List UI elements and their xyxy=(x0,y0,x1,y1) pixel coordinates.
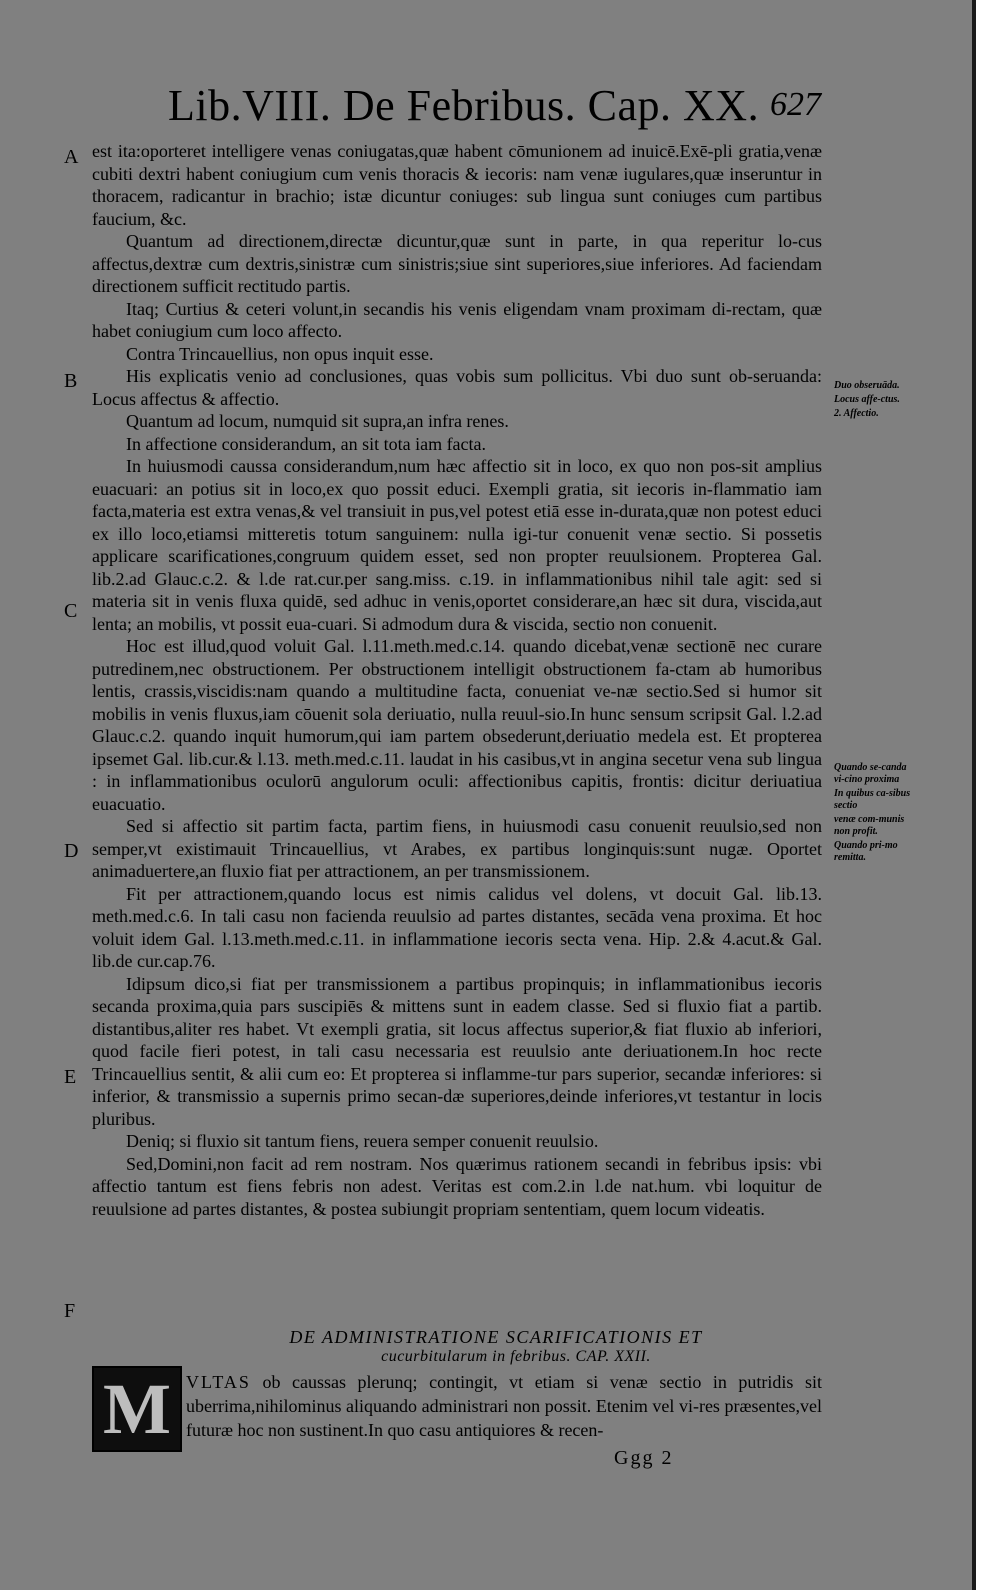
page-number: 627 xyxy=(770,86,821,123)
paragraph: Quantum ad directionem,directæ dicuntur,quæ sunt in parte, in qua reperitur lo-cus affectus,dextræ cum dextris,sinistræ cum sinistris;siue sint superiores,siue inferiores. Ad faciendam directionem sufficit rectitudo partis. xyxy=(92,231,822,296)
chapter-lead-word: VLTAS xyxy=(186,1372,251,1392)
section-letter-a: A xyxy=(64,146,79,168)
chapter-body xyxy=(186,1370,822,1442)
initial-letter: M xyxy=(103,1368,171,1449)
paragraph: est ita:oporteret intelligere venas coniugatas,quæ habent cōmunionem ad inuicē.Exē-pli gratia,venæ cubiti dextri habent coniugium cum venis thoracis & iecoris: nam venæ iugulares,quæ inseruntur in thoracem, radicantur in brachio; istæ dicuntur coniuges: sub lingua sunt coniuges cum partibus faucium, &c. xyxy=(92,141,822,229)
chapter-heading-line: cucurbitularum in febribus. CAP. XXII. xyxy=(381,1348,651,1365)
margin-note: Duo obseruāda. xyxy=(834,380,900,391)
margin-note: Quando se-canda vi-cino proxima xyxy=(834,762,907,785)
paragraph: Sed,Domini,non facit ad rem nostram. Nos quærimus rationem secandi in febribus ipsis: vbi affectio tantum est fiens febris non adest. Veritas est com.2.in l.de nat.hum. vbi loquitur de reuulsione ad partes distantes, & postea subiungit propriam sententiam, quem locum videatis. xyxy=(92,1153,822,1219)
body-text xyxy=(92,140,822,1220)
decorated-initial xyxy=(92,1366,182,1452)
section-letter-f: F xyxy=(64,1300,76,1322)
margin-note: In quibus ca-sibus sectio xyxy=(834,788,911,811)
paragraph: Sed si affectio sit partim facta, partim fiens, in huiusmodi casu conuenit reuulsio,sed non semper,vt existimauit Trincauellius, vt Arabes, ex partibus longinquis:sunt nugæ. Oportet animaduertere,an fluxio fiat per attractionem, an per transmissionem. xyxy=(92,816,822,881)
page-edge xyxy=(976,0,1000,1590)
chapter-heading-line: DE ADMINISTRATIONE SCARIFICATIONIS ET xyxy=(289,1327,703,1347)
paragraph: Deniq; si fluxio sit tantum fiens, reuera semper conuenit reuulsio. xyxy=(126,1131,599,1151)
margin-notes-lower xyxy=(834,762,916,866)
margin-note: Locus affe-ctus. xyxy=(834,394,900,405)
paragraph: Fit per attractionem,quando locus est nimis calidus vel dolens, vt docuit Gal. lib.13. meth.med.c.6. In tali casu non facienda reuulsio ad partes distantes, secāda vena proxima. Et hoc voluit idem Gal. l.13.meth.med.c.11. in inflammatione iecoris secta vena. Hip. 2.& 4.acut.& Gal. lib.de cur.cap.76. xyxy=(92,883,822,971)
section-letter-e: E xyxy=(64,1066,77,1088)
paragraph: In affectione considerandum, an sit tota iam facta. xyxy=(126,433,487,454)
margin-note: Quando pri-mo remitta. xyxy=(834,840,898,863)
section-letter-b: B xyxy=(64,370,78,392)
paragraph: In huiusmodi caussa considerandum,num hæc affectio sit in loco, ex quo non pos-sit amplius euacuari: an potius sit in loco,ex quo possit educi. Exempli gratia, sit iecoris in-flammatio iam facta,materia est extra venas,& vel transiuit in pus,vel potest etiā esse in-durata,quæ non potest educi ex illo loco,etiamsi mitteretis totum sanguinem: nulla igi-tur conuenit venæ sectio. Si possetis applicare scarificationes,congruum quidem esset, sed non propter reuulsionem. Propterea Gal. lib.2.ad Glauc.c.2. & l.de rat.cur.per sang.miss. c.19. in inflammationibus nihil tale agit: sed si materia sit in venis fluxa quidē, sed adhuc in venis,oportet considerare,an hæc sit dura, viscida,aut lenta; an mobilis, vt possit eua-cuari. Si admodum dura & viscida, sectio non conuenit. xyxy=(92,456,822,634)
section-letter-d: D xyxy=(64,840,79,862)
paragraph: Hoc est illud,quod voluit Gal. l.11.meth.med.c.14. quando dicebat,venæ sectionē nec curare putredinem,nec obstructionem. Per obstructionem intelligit obstructionem fa-ctam ab humoribus lentis, crassis,viscidis:nam quando a multitudine facta, conueniat ve-næ sectio.Sed si humor sit mobilis in venis fluxus,iam cōuenit sola deriuatio, nulla reuul-sio.In hunc sensum scripsit Gal. l.2.ad Glauc.c.2. quando inquit humorum,qui iam partem obsederunt,deriuatio medela est. Et propterea ipsemet Gal. lib.cur.& l.13. meth.med.c.11. laudat in his casibus,vt in angina secetur vena sub lingua : in inflammationibus oculorū angulorum oculi: affectionibus capitis, frontis: dicitur deriuatiua euacuatio. xyxy=(92,636,822,814)
paragraph: Contra Trincauellius, non opus inquit esse. xyxy=(126,343,434,364)
chapter-text: ob caussas plerunq; contingit, vt etiam si venæ sectio in putridis sit uberrima,nihilominus aliquando administrari non possit. Etenim vel vi-res præsentes,vel futuræ hoc non sustinent.In quo casu antiquiores & recen- xyxy=(186,1372,822,1440)
paragraph: Idipsum dico,si fiat per transmissionem a partibus propinquis; in inflammationibus iecoris secanda proxima,quia pars suscipiēs & mittens sunt in eadem classe. Sed si fluxio fiat a partib. distantibus,aliter res habet. Vt exempli gratia, sit locus affectus superior,& fiat fluxio ab inferiori, quod facile fieri potest, in tali casu necessaria est reuulsio ante deriuationem.In hoc recte Trincauellius sentit, & alii cum eo: Et propterea si inflamme-tur pars superior, secandæ inferiores: si inferior, & transmissio a supernis primo secan-dæ superiores,deinde inferiores,vt testantur in locis pluribus. xyxy=(92,973,822,1129)
margin-notes-upper xyxy=(834,380,916,422)
running-title: Lib.VIII. De Febribus. Cap. XX. xyxy=(168,81,760,130)
paragraph: His explicatis venio ad conclusiones, quas vobis sum pollicitus. Vbi duo sunt ob-seruanda: Locus affectus & affectio. xyxy=(92,366,822,409)
paragraph: Quantum ad locum, numquid sit supra,an infra renes. xyxy=(126,411,509,431)
paragraph: Itaq; Curtius & ceteri volunt,in secandis his venis eligendam vnam proximam di-rectam, quæ habet coniugium cum loco affecto. xyxy=(92,298,822,341)
section-letter-c: C xyxy=(64,600,78,622)
signature-mark: Ggg 2 xyxy=(614,1447,674,1469)
margin-note: venæ com-munis non profit. xyxy=(834,814,905,837)
chapter-heading xyxy=(196,1327,796,1366)
margin-note: 2. Affectio. xyxy=(834,408,879,419)
